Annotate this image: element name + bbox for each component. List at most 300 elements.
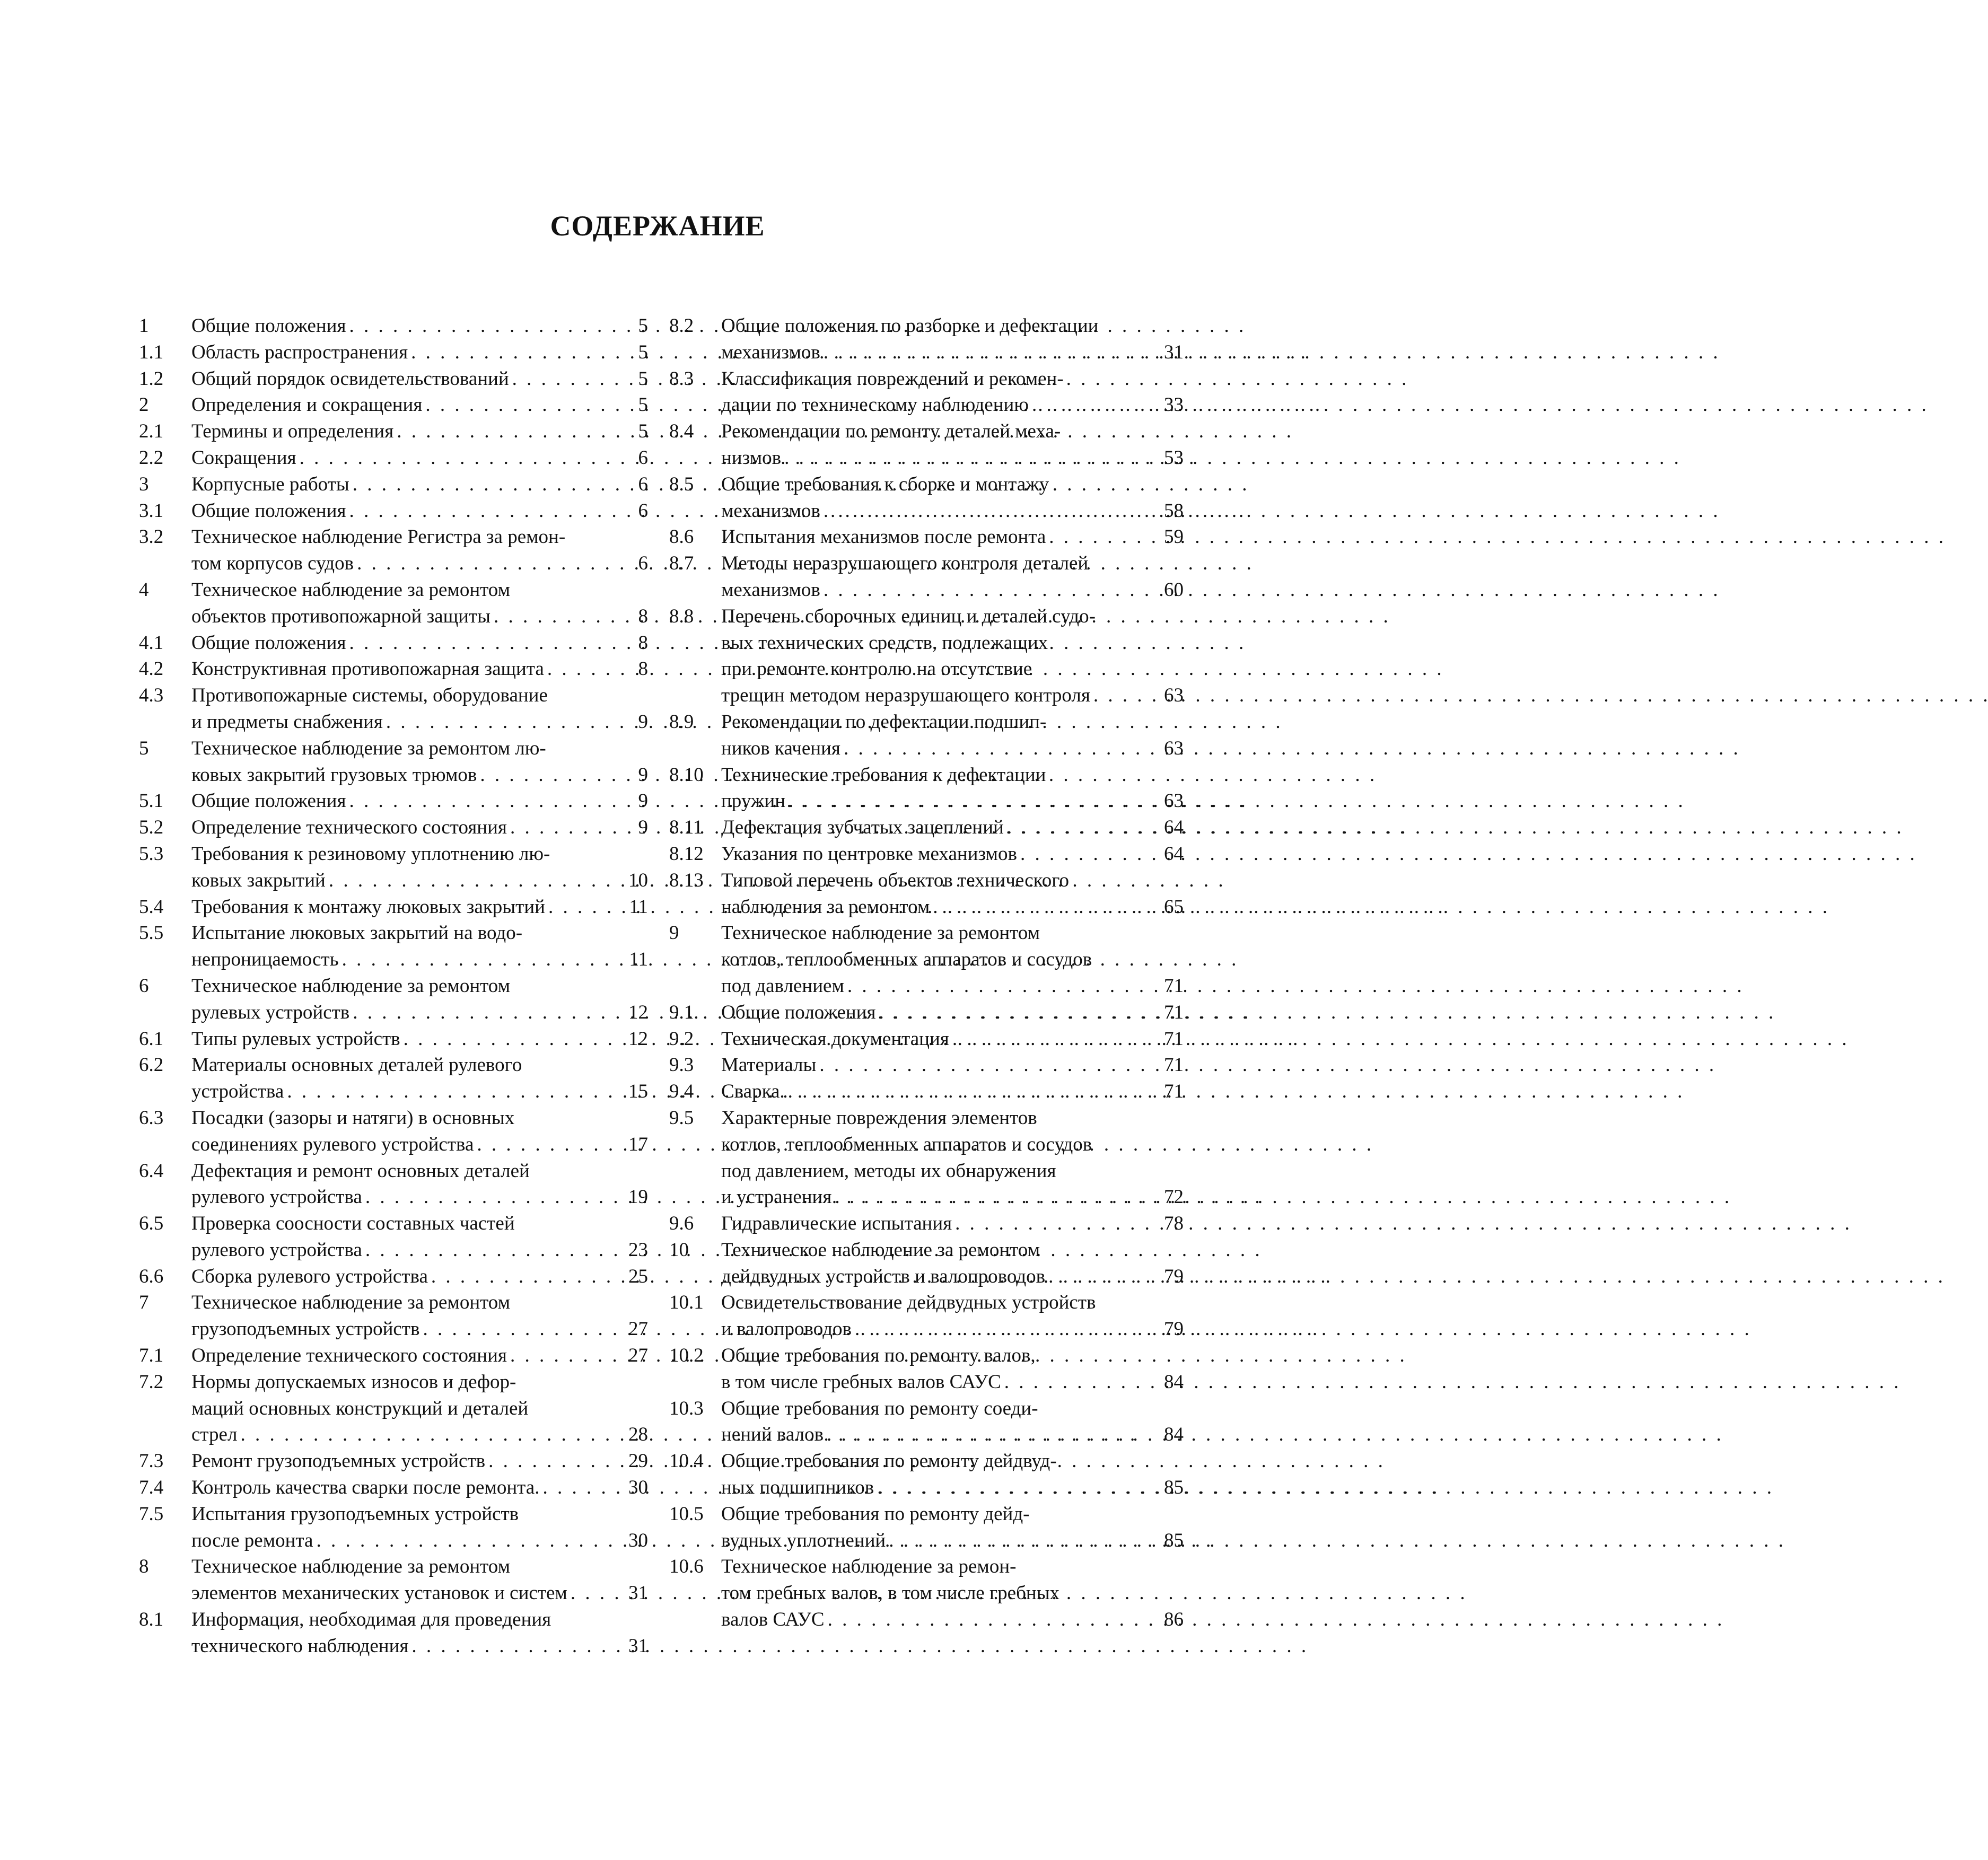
toc-dot-leader <box>313 1528 626 1554</box>
toc-dot-leader <box>1090 682 1162 709</box>
toc-entry-number: 5.1 <box>139 790 164 812</box>
toc-entry[interactable] <box>139 1289 648 1343</box>
toc-entry-number: 2.2 <box>139 446 164 469</box>
toc-entry[interactable] <box>669 1026 1184 1052</box>
toc-entry-title: Корпусные работы <box>191 473 349 495</box>
toc-page-number: 30 <box>628 1477 648 1499</box>
toc-dot-leader <box>400 1026 626 1052</box>
toc-entry-number: 9 <box>669 922 679 944</box>
toc-page-number: 64 <box>1164 817 1184 839</box>
toc-dot-leader <box>785 788 1162 814</box>
toc-page-number: 53 <box>1164 446 1184 469</box>
toc-entry-title: Техническое наблюдение за ремонтом <box>191 975 511 997</box>
toc-page-number: 63 <box>1164 737 1184 759</box>
toc-entry[interactable] <box>139 524 648 577</box>
toc-entry-title: после ремонта <box>191 1529 313 1551</box>
toc-entry-title: нений валов <box>721 1424 824 1446</box>
toc-entry[interactable] <box>669 550 1184 603</box>
toc-entry-title: Материалы основных деталей рулевого <box>191 1054 522 1076</box>
toc-entry-title: котлов, теплообменных аппаратов и сосудов <box>721 1133 1092 1155</box>
toc-entry-title: Техническое наблюдение за ремонтом <box>191 578 511 601</box>
toc-entry-title: Техническое наблюдение за ремонтом <box>721 922 1040 944</box>
toc-entry-number: 2.1 <box>139 420 164 443</box>
toc-entry-number: 10.4 <box>669 1450 704 1472</box>
toc-entry[interactable] <box>139 445 648 471</box>
toc-entry-number: 8.8 <box>669 605 694 627</box>
toc-dot-leader <box>886 1528 1162 1554</box>
toc-entry[interactable] <box>139 1210 648 1264</box>
toc-entry-title: ковых закрытий <box>191 869 326 891</box>
toc-page-number: 72 <box>1164 1186 1184 1208</box>
toc-entry-number: 4.3 <box>139 685 164 707</box>
toc-entry-title: Общие требования к сборке и монтажу <box>721 473 1049 495</box>
toc-page-number: 33 <box>1164 394 1184 416</box>
toc-page-number: 12 <box>628 1028 648 1050</box>
toc-dot-leader <box>1004 814 1162 841</box>
toc-entry-number: 7.2 <box>139 1371 164 1393</box>
toc-entry-title: рулевых устройств <box>191 1001 350 1023</box>
toc-entry-title: Сокращения <box>191 446 296 469</box>
toc-entry-title: Техническое наблюдение за ремонтом <box>721 1239 1040 1261</box>
toc-entry-title: непроницаемость <box>191 949 339 971</box>
toc-page-number: 19 <box>628 1186 648 1208</box>
toc-entry-title: Типы рулевых устройств <box>191 1028 400 1050</box>
toc-entry-title: при ремонте контролю на отсутствие <box>721 658 1032 680</box>
toc-entry[interactable] <box>139 392 648 418</box>
toc-dot-leader <box>428 1264 626 1290</box>
toc-dot-leader <box>1029 392 1162 418</box>
toc-page-number: 8 <box>638 658 648 680</box>
toc-entry-number: 4.2 <box>139 658 164 680</box>
toc-dot-leader <box>844 973 1162 999</box>
toc-entry-number: 9.3 <box>669 1054 694 1076</box>
toc-entry[interactable] <box>139 1475 648 1501</box>
toc-entry-number: 7.1 <box>139 1345 164 1367</box>
toc-entry-number: 9.2 <box>669 1028 694 1050</box>
toc-dot-leader <box>1001 1369 1162 1396</box>
toc-dot-leader <box>930 894 1162 920</box>
toc-dot-leader <box>1017 841 1162 867</box>
toc-entry[interactable] <box>139 313 648 339</box>
toc-page-number: 15 <box>628 1081 648 1103</box>
toc-entry-number: 9.6 <box>669 1213 694 1235</box>
toc-entry-title: пружин <box>721 790 785 812</box>
toc-entry-number: 10.1 <box>669 1292 704 1314</box>
toc-dot-leader <box>785 1078 1162 1105</box>
toc-entry[interactable] <box>669 841 1184 867</box>
toc-entry-title: Указания по центровке механизмов <box>721 843 1017 865</box>
toc-entry-title: Информация, необходимая для проведения <box>191 1609 551 1631</box>
toc-entry-title: и валопроводов <box>721 1318 852 1340</box>
toc-page-number: 11 <box>629 949 648 971</box>
toc-entry-title: Дефектация зубчатых зацеплений <box>721 817 1004 839</box>
toc-entry-title: Методы неразрушающего контроля деталей <box>721 552 1089 575</box>
toc-dot-leader <box>852 1316 1162 1343</box>
toc-dot-leader <box>781 445 1162 471</box>
toc-page-number: 25 <box>628 1265 648 1287</box>
toc-entry-number: 8.4 <box>669 420 694 443</box>
toc-entry-title: Сборка рулевого устройства <box>191 1265 428 1287</box>
toc-entry[interactable] <box>669 1210 1184 1237</box>
toc-dot-leader <box>820 577 1162 603</box>
toc-dot-leader <box>354 550 630 577</box>
toc-page-number: 85 <box>1164 1477 1184 1499</box>
toc-entry-title: Техническое наблюдение за ремонтом <box>191 1556 511 1578</box>
toc-entry-title: и предметы снабжения <box>191 710 383 733</box>
toc-entry[interactable] <box>669 471 1184 524</box>
toc-dot-leader <box>349 999 626 1026</box>
toc-entry-title: ников качения <box>721 737 840 759</box>
toc-page-number: 84 <box>1164 1371 1184 1393</box>
toc-entry-title: ных подшипников <box>721 1477 874 1499</box>
toc-entry-number: 6.1 <box>139 1028 164 1050</box>
toc-page-number: 9 <box>638 817 648 839</box>
toc-entry-title: Общие положения <box>721 1001 876 1023</box>
toc-page-number: 6 <box>638 499 648 522</box>
toc-entry-number: 3 <box>139 473 149 495</box>
toc-entry-title: Техническое наблюдение за ремон- <box>721 1556 1017 1578</box>
toc-entry-title: механизмов <box>721 499 820 522</box>
toc-entry[interactable] <box>139 894 648 920</box>
toc-entry[interactable] <box>669 920 1184 999</box>
toc-page-number: 31 <box>1164 341 1184 363</box>
toc-entry-title: механизмов <box>721 578 820 601</box>
toc-page-number: 27 <box>628 1318 648 1340</box>
toc-entry[interactable] <box>669 1396 1184 1449</box>
toc-dot-leader <box>820 498 1162 524</box>
toc-page-number: 71 <box>1164 1054 1184 1076</box>
toc-entry-number: 10.6 <box>669 1556 704 1578</box>
toc-page-number: 5 <box>638 315 648 337</box>
toc-page-number: 71 <box>1164 1028 1184 1050</box>
toc-entry[interactable] <box>139 630 648 656</box>
toc-entry[interactable] <box>139 471 648 498</box>
toc-page-number: 29 <box>628 1450 648 1472</box>
toc-page-number: 78 <box>1164 1213 1184 1235</box>
toc-entry-title: Конструктивная противопожарная защита <box>191 658 544 680</box>
toc-dot-leader <box>485 1448 626 1475</box>
toc-entry-number: 5.2 <box>139 817 164 839</box>
toc-dot-leader <box>408 1633 626 1660</box>
toc-entry[interactable] <box>139 1448 648 1475</box>
toc-entry[interactable] <box>669 867 1184 920</box>
toc-entry[interactable] <box>669 524 1184 550</box>
toc-entry[interactable] <box>139 788 648 814</box>
toc-entry-number: 1.1 <box>139 341 164 363</box>
toc-entry[interactable] <box>669 603 1184 709</box>
toc-entry-title: Противопожарные системы, оборудование <box>191 685 548 707</box>
toc-page-number: 10 <box>628 869 648 891</box>
toc-page-number: 60 <box>1164 578 1184 601</box>
toc-entry-title: Характерные повреждения элементов <box>721 1107 1037 1129</box>
toc-entry[interactable] <box>139 1052 648 1105</box>
toc-entry-title: Гидравлические испытания <box>721 1213 952 1235</box>
toc-dot-leader <box>874 1475 1162 1501</box>
toc-page-number: 58 <box>1164 499 1184 522</box>
toc-entry[interactable] <box>669 1289 1184 1343</box>
toc-entry[interactable] <box>139 1501 648 1554</box>
toc-dot-leader <box>949 1026 1162 1052</box>
toc-entry-number: 8.5 <box>669 473 694 495</box>
toc-dot-leader <box>346 788 630 814</box>
toc-dot-leader <box>820 339 1162 366</box>
toc-dot-leader <box>539 1475 626 1501</box>
toc-dot-leader <box>237 1422 626 1448</box>
toc-entry-number: 6.2 <box>139 1054 164 1076</box>
toc-page-number: 6 <box>638 552 648 575</box>
toc-dot-leader <box>362 1237 626 1264</box>
toc-left-column <box>139 313 648 1660</box>
toc-entry-title: Техническая документация <box>721 1028 949 1050</box>
toc-entry-title: Освидетельствование дейдвудных устройств <box>721 1292 1096 1314</box>
toc-entry-number: 9.4 <box>669 1081 694 1103</box>
toc-entry-title: Испытание люковых закрытий на водо- <box>191 922 523 944</box>
toc-page-number: 17 <box>628 1133 648 1155</box>
toc-entry-title: Проверка соосности составных частей <box>191 1213 515 1235</box>
toc-entry[interactable] <box>139 841 648 894</box>
toc-entry-title: Классификация повреждений и рекомен- <box>721 367 1064 390</box>
toc-dot-leader <box>326 867 626 894</box>
toc-entry-title: соединениях рулевого устройства <box>191 1133 474 1155</box>
toc-page-number: 71 <box>1164 1001 1184 1023</box>
toc-entry-title: Требования к монтажу люковых закрытий <box>191 896 545 918</box>
toc-page-number: 63 <box>1164 685 1184 707</box>
toc-entry-number: 7.4 <box>139 1477 164 1499</box>
toc-entry[interactable] <box>139 1607 648 1660</box>
toc-entry-number: 10.2 <box>669 1345 704 1367</box>
toc-entry[interactable] <box>669 366 1184 419</box>
toc-entry-number: 8.10 <box>669 764 704 786</box>
toc-dot-leader <box>840 735 1162 762</box>
toc-entry-title: рулевого устройства <box>191 1186 362 1208</box>
toc-dot-leader <box>339 946 627 973</box>
toc-dot-leader <box>284 1078 626 1105</box>
toc-entry-title: том гребных валов, в том числе гребных <box>721 1582 1060 1604</box>
toc-entry[interactable] <box>669 1237 1184 1290</box>
toc-page-number: 5 <box>638 420 648 443</box>
toc-entry-title: Общие требования по ремонту валов, <box>721 1345 1036 1367</box>
toc-entry-title: ковых закрытий грузовых трюмов <box>191 764 477 786</box>
toc-dot-leader <box>824 1422 1162 1448</box>
toc-entry-number: 1.2 <box>139 367 164 390</box>
toc-entry-title: стрел <box>191 1424 238 1446</box>
toc-entry-title: Термины и определения <box>191 420 394 443</box>
toc-dot-leader <box>544 656 630 682</box>
toc-entry-title: Общий порядок освидетельствований <box>191 367 509 390</box>
toc-entry[interactable] <box>139 366 648 392</box>
toc-entry[interactable] <box>139 1158 648 1211</box>
toc-entry[interactable] <box>669 1052 1184 1078</box>
toc-entry-title: маций основных конструкций и деталей <box>191 1397 529 1419</box>
toc-dot-leader <box>408 339 630 366</box>
toc-entry[interactable] <box>139 682 648 735</box>
toc-entry[interactable] <box>669 1343 1184 1396</box>
toc-entry[interactable] <box>669 814 1184 841</box>
toc-page-number: 9 <box>638 764 648 786</box>
toc-entry[interactable] <box>139 973 648 1026</box>
toc-page-number: 84 <box>1164 1424 1184 1446</box>
toc-entry-number: 5.3 <box>139 843 164 865</box>
toc-dot-leader <box>952 1210 1162 1237</box>
toc-dot-leader <box>422 392 630 418</box>
toc-entry-number: 7.3 <box>139 1450 164 1472</box>
toc-dot-leader <box>362 1184 626 1210</box>
toc-entry-title: котлов, теплообменных аппаратов и сосудов <box>721 949 1092 971</box>
toc-entry-title: Общие положения <box>191 790 346 812</box>
toc-entry-number: 6.5 <box>139 1213 164 1235</box>
toc-entry-title: вудных уплотнений <box>721 1529 886 1551</box>
toc-entry-title: технического наблюдения <box>191 1635 409 1657</box>
toc-entry-number: 8.7 <box>669 552 694 575</box>
toc-page-number: 64 <box>1164 843 1184 865</box>
toc-entry-title: низмов <box>721 446 782 469</box>
toc-entry-title: Рекомендации по ремонту деталей меха- <box>721 420 1061 443</box>
toc-entry-title: Общие требования по ремонту дейд- <box>721 1503 1030 1525</box>
toc-dot-leader <box>296 445 630 471</box>
toc-entry-number: 8.13 <box>669 869 704 891</box>
toc-page-number: 23 <box>628 1239 648 1261</box>
toc-dot-leader <box>545 894 627 920</box>
toc-dot-leader <box>474 1131 626 1158</box>
toc-entry[interactable] <box>669 709 1184 762</box>
toc-entry-title: в том числе гребных валов САУС <box>721 1371 1001 1393</box>
toc-entry-number: 7 <box>139 1292 149 1314</box>
toc-entry-number: 8.11 <box>669 817 703 839</box>
toc-entry[interactable] <box>669 999 1184 1026</box>
toc-entry-number: 6.6 <box>139 1265 164 1287</box>
toc-entry[interactable] <box>139 1554 648 1607</box>
toc-entry-number: 10 <box>669 1239 689 1261</box>
toc-entry[interactable] <box>139 1343 648 1369</box>
toc-entry-title: Требования к резиновому уплотнению лю- <box>191 843 550 865</box>
toc-page-number: 31 <box>628 1582 648 1604</box>
toc-entry-title: Перечень сборочных единиц и деталей судо- <box>721 605 1096 627</box>
toc-page-number: 31 <box>628 1635 648 1657</box>
toc-entry-title: Общие положения <box>191 631 346 654</box>
toc-entry[interactable] <box>139 1264 648 1290</box>
toc-entry[interactable] <box>669 1448 1184 1501</box>
toc-page-number: 79 <box>1164 1318 1184 1340</box>
toc-entry-title: трещин методом неразрушающего контроля <box>721 685 1090 707</box>
toc-entry-title: объектов противопожарной защиты <box>191 605 491 627</box>
toc-entry[interactable] <box>669 313 1184 366</box>
toc-entry[interactable] <box>139 1369 648 1448</box>
toc-entry[interactable] <box>139 577 648 630</box>
toc-dot-leader <box>491 603 630 630</box>
toc-page-number: 8 <box>638 631 648 654</box>
toc-page-number: 85 <box>1164 1529 1184 1551</box>
toc-entry-title: под давлением <box>721 975 844 997</box>
toc-page-number: 8 <box>638 605 648 627</box>
toc-dot-leader <box>816 1052 1162 1078</box>
toc-page-number: 12 <box>628 1001 648 1023</box>
toc-page-number: 27 <box>628 1345 648 1367</box>
toc-entry[interactable] <box>669 1501 1184 1554</box>
toc-entry-title: Ремонт грузоподъемных устройств <box>191 1450 486 1472</box>
toc-entry-number: 8.3 <box>669 367 694 390</box>
toc-entry-number: 10.3 <box>669 1397 704 1419</box>
toc-entry-number: 8.12 <box>669 843 704 865</box>
toc-entry-title: Определения и сокращения <box>191 394 423 416</box>
toc-page-number: 6 <box>638 473 648 495</box>
toc-entry[interactable] <box>139 339 648 366</box>
toc-entry-title: Область распространения <box>191 341 408 363</box>
toc-entry[interactable] <box>669 1554 1184 1633</box>
toc-entry[interactable] <box>139 735 648 788</box>
toc-page-number: 59 <box>1164 526 1184 548</box>
toc-dot-leader <box>419 1316 626 1343</box>
toc-page-number: 71 <box>1164 1081 1184 1103</box>
toc-entry[interactable] <box>139 1026 648 1052</box>
toc-entry-title: Определение технического состояния <box>191 1345 507 1367</box>
toc-entry-title: грузоподъемных устройств <box>191 1318 420 1340</box>
toc-dot-leader <box>567 1580 626 1607</box>
toc-entry[interactable] <box>669 1078 1184 1105</box>
toc-page-number: 5 <box>638 394 648 416</box>
toc-page-number: 63 <box>1164 790 1184 812</box>
toc-dot-leader <box>383 709 630 735</box>
toc-entry-number: 8.1 <box>139 1609 164 1631</box>
toc-entry[interactable] <box>139 498 648 524</box>
toc-page-number: 86 <box>1164 1609 1184 1631</box>
toc-entry-title: Технические требования к дефектации <box>721 764 1046 786</box>
toc-dot-leader <box>346 498 630 524</box>
toc-entry[interactable] <box>139 656 648 682</box>
toc-entry-number: 4 <box>139 578 149 601</box>
toc-entry-number: 3.1 <box>139 499 164 522</box>
toc-entry-number: 10.5 <box>669 1503 704 1525</box>
toc-entry[interactable] <box>669 418 1184 471</box>
toc-entry[interactable] <box>139 920 648 973</box>
toc-entry-title: дейдвудных устройств и валопроводов <box>721 1265 1046 1287</box>
toc-dot-leader <box>507 814 630 841</box>
toc-entry[interactable] <box>139 1105 648 1158</box>
toc-page-number: 5 <box>638 367 648 390</box>
toc-page-number: 28 <box>628 1424 648 1446</box>
toc-entry-title: Общие положения <box>191 315 346 337</box>
toc-page-number: 5 <box>638 341 648 363</box>
toc-entry-title: Рекомендации по дефектации подшип- <box>721 710 1047 733</box>
toc-dot-leader <box>1045 1264 1162 1290</box>
toc-page-number: 30 <box>628 1529 648 1551</box>
toc-dot-leader <box>477 762 630 788</box>
toc-entry-title: Общие положения по разборке и дефектации <box>721 315 1099 337</box>
toc-entry[interactable] <box>139 418 648 445</box>
toc-entry[interactable] <box>669 762 1184 815</box>
toc-page-number: 79 <box>1164 1265 1184 1287</box>
toc-entry-number: 6.3 <box>139 1107 164 1129</box>
toc-entry-title: том корпусов судов <box>191 552 354 575</box>
toc-entry-number: 6 <box>139 975 149 997</box>
page-title: СОДЕРЖАНИЕ <box>550 210 765 242</box>
toc-entry-title: Нормы допускаемых износов и дефор- <box>191 1371 516 1393</box>
toc-entry-number: 8.2 <box>669 315 694 337</box>
toc-entry-title: валов САУС <box>721 1609 825 1631</box>
toc-entry-title: Общие требования по ремонту соеди- <box>721 1397 1038 1419</box>
toc-entry-title: Определение технического состояния <box>191 817 507 839</box>
toc-entry-number: 9.5 <box>669 1107 694 1129</box>
toc-entry[interactable] <box>669 1105 1184 1210</box>
toc-dot-leader <box>393 418 630 445</box>
toc-dot-leader <box>825 1607 1162 1633</box>
toc-entry-title: Техническое наблюдение за ремонтом лю- <box>191 737 546 759</box>
toc-entry-title: механизмов <box>721 341 820 363</box>
toc-entry-title: Техническое наблюдение Регистра за ремон- <box>191 526 566 548</box>
toc-right-column <box>669 313 1184 1633</box>
toc-entry[interactable] <box>139 814 648 841</box>
toc-dot-leader <box>509 366 630 392</box>
toc-entry-title: устройства <box>191 1081 284 1103</box>
